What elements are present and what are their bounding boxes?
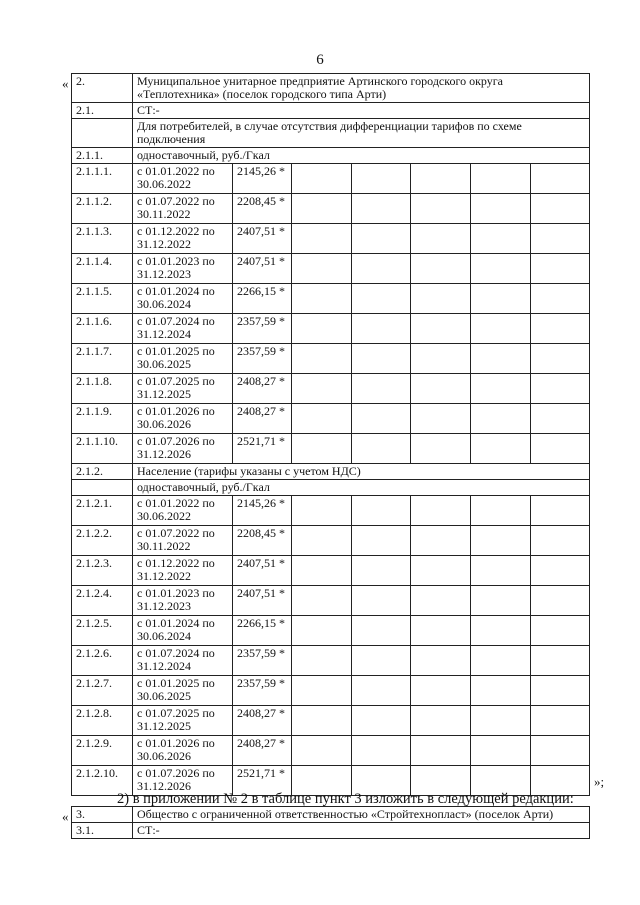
tariff-value: 2407,51 * <box>233 556 292 586</box>
empty-cell <box>352 314 411 344</box>
period: с 01.01.2025 по 30.06.2025 <box>133 676 233 706</box>
period: с 01.12.2022 по 31.12.2022 <box>133 556 233 586</box>
empty-cell <box>471 556 531 586</box>
row-num: 2.1.1.4. <box>72 254 133 284</box>
tariff-row <box>72 434 590 464</box>
empty-cell <box>471 344 531 374</box>
empty-cell <box>411 284 471 314</box>
empty-cell <box>531 344 590 374</box>
group-row <box>72 148 590 164</box>
sub-row <box>72 823 590 839</box>
header-num: 3. <box>72 807 133 823</box>
empty-cell <box>352 676 411 706</box>
empty-cell <box>411 404 471 434</box>
empty-cell <box>352 526 411 556</box>
period: с 01.01.2022 по 30.06.2022 <box>133 164 233 194</box>
organization-name: Муниципальное унитарное предприятие Артинского городского округа «Теплотехника» (поселок городского типа Арти) <box>133 74 590 103</box>
row-num: 2.1.2.7. <box>72 676 133 706</box>
tariff-row <box>72 404 590 434</box>
empty-cell <box>292 194 352 224</box>
empty-cell <box>531 706 590 736</box>
empty-cell <box>471 314 531 344</box>
empty-cell <box>411 224 471 254</box>
row-num: 2.1.1.10. <box>72 434 133 464</box>
period: с 01.07.2024 по 31.12.2024 <box>133 314 233 344</box>
empty-cell <box>352 224 411 254</box>
empty-cell <box>471 194 531 224</box>
empty-cell <box>292 526 352 556</box>
empty-cell <box>531 556 590 586</box>
empty-cell <box>352 646 411 676</box>
tariff-value: 2408,27 * <box>233 374 292 404</box>
period: с 01.01.2024 по 30.06.2024 <box>133 284 233 314</box>
empty-cell <box>411 254 471 284</box>
empty-cell <box>292 224 352 254</box>
tariff-row <box>72 314 590 344</box>
empty-cell <box>292 676 352 706</box>
tariff-value: 2208,45 * <box>233 526 292 556</box>
tariff-row <box>72 736 590 766</box>
tariff-row <box>72 616 590 646</box>
empty-cell <box>352 404 411 434</box>
empty-cell <box>411 616 471 646</box>
period: с 01.01.2025 по 30.06.2025 <box>133 344 233 374</box>
row-num: 2.1.2.3. <box>72 556 133 586</box>
empty-cell <box>411 706 471 736</box>
empty-cell <box>471 676 531 706</box>
sub-text: СТ:- <box>133 103 590 119</box>
empty-cell <box>471 616 531 646</box>
page-number: 6 <box>316 52 324 68</box>
empty-cell <box>352 374 411 404</box>
empty-cell <box>411 556 471 586</box>
amendment-instruction: 2) в приложении № 2 в таблице пункт 3 изложить в следующей редакции: <box>117 791 574 807</box>
tariff-value: 2521,71 * <box>233 766 292 796</box>
tariff-row <box>72 344 590 374</box>
period: с 01.07.2024 по 31.12.2024 <box>133 646 233 676</box>
tariff-value: 2408,27 * <box>233 736 292 766</box>
empty-cell <box>292 314 352 344</box>
empty-cell <box>411 526 471 556</box>
note-row <box>72 119 590 148</box>
empty-cell <box>531 676 590 706</box>
empty-cell <box>531 314 590 344</box>
sub-row <box>72 103 590 119</box>
empty-cell <box>531 164 590 194</box>
period: с 01.01.2022 по 30.06.2022 <box>133 496 233 526</box>
tariff-row <box>72 556 590 586</box>
tariff-value: 2357,59 * <box>233 646 292 676</box>
empty-cell <box>292 374 352 404</box>
tariff-row <box>72 706 590 736</box>
empty-cell <box>471 284 531 314</box>
period: с 01.12.2022 по 31.12.2022 <box>133 224 233 254</box>
empty-cell <box>292 556 352 586</box>
row-num: 2.1.2.8. <box>72 706 133 736</box>
empty-cell <box>72 480 133 496</box>
empty-cell <box>411 496 471 526</box>
sub-text: Население (тарифы указаны с учетом НДС) <box>133 464 590 480</box>
close-quote-mark: »; <box>594 774 605 789</box>
group-label: одноставочный, руб./Гкал <box>133 148 590 164</box>
period: с 01.01.2023 по 31.12.2023 <box>133 586 233 616</box>
tariff-value: 2408,27 * <box>233 706 292 736</box>
empty-cell <box>471 224 531 254</box>
row-num: 2.1.2.2. <box>72 526 133 556</box>
tariff-value: 2266,15 * <box>233 616 292 646</box>
empty-cell <box>531 404 590 434</box>
empty-cell <box>531 434 590 464</box>
row-num: 2.1.2.6. <box>72 646 133 676</box>
empty-cell <box>471 526 531 556</box>
empty-cell <box>471 404 531 434</box>
empty-cell <box>531 284 590 314</box>
tariff-row <box>72 194 590 224</box>
group-row <box>72 480 590 496</box>
empty-cell <box>72 119 133 148</box>
row-num: 2.1.1.5. <box>72 284 133 314</box>
row-num: 2.1.1.8. <box>72 374 133 404</box>
row-num: 2.1.1.7. <box>72 344 133 374</box>
sub-num: 2.1.2. <box>72 464 133 480</box>
empty-cell <box>531 194 590 224</box>
empty-cell <box>292 254 352 284</box>
empty-cell <box>352 254 411 284</box>
empty-cell <box>411 194 471 224</box>
sub-row <box>72 464 590 480</box>
empty-cell <box>411 736 471 766</box>
row-num: 2.1.2.9. <box>72 736 133 766</box>
tariff-value: 2521,71 * <box>233 434 292 464</box>
row-num: 2.1.2.1. <box>72 496 133 526</box>
empty-cell <box>352 284 411 314</box>
empty-cell <box>411 646 471 676</box>
period: с 01.01.2026 по 30.06.2026 <box>133 736 233 766</box>
tariff-row <box>72 284 590 314</box>
empty-cell <box>531 224 590 254</box>
empty-cell <box>352 344 411 374</box>
empty-cell <box>292 586 352 616</box>
empty-cell <box>411 676 471 706</box>
group-num: 2.1.1. <box>72 148 133 164</box>
empty-cell <box>531 586 590 616</box>
period: с 01.07.2025 по 31.12.2025 <box>133 374 233 404</box>
empty-cell <box>471 586 531 616</box>
empty-cell <box>471 646 531 676</box>
tariff-value: 2357,59 * <box>233 676 292 706</box>
empty-cell <box>531 374 590 404</box>
empty-cell <box>471 706 531 736</box>
period: с 01.07.2026 по 31.12.2026 <box>133 434 233 464</box>
tariff-value: 2266,15 * <box>233 284 292 314</box>
tariff-value: 2145,26 * <box>233 164 292 194</box>
empty-cell <box>352 496 411 526</box>
empty-cell <box>292 164 352 194</box>
row-num: 2.1.1.1. <box>72 164 133 194</box>
empty-cell <box>352 556 411 586</box>
row-num: 2.1.2.5. <box>72 616 133 646</box>
empty-cell <box>292 646 352 676</box>
tariff-row <box>72 254 590 284</box>
period: с 01.01.2023 по 31.12.2023 <box>133 254 233 284</box>
open-quote-mark: « <box>62 76 69 91</box>
period: с 01.07.2025 по 31.12.2025 <box>133 706 233 736</box>
empty-cell <box>292 344 352 374</box>
empty-cell <box>352 194 411 224</box>
empty-cell <box>352 586 411 616</box>
tariff-row <box>72 224 590 254</box>
tariff-row <box>72 526 590 556</box>
empty-cell <box>411 586 471 616</box>
header-row <box>72 74 590 103</box>
empty-cell <box>531 646 590 676</box>
period: с 01.07.2022 по 30.11.2022 <box>133 526 233 556</box>
row-num: 2.1.1.9. <box>72 404 133 434</box>
empty-cell <box>471 434 531 464</box>
empty-cell <box>411 374 471 404</box>
header-row <box>72 807 590 823</box>
tariff-row <box>72 374 590 404</box>
empty-cell <box>531 496 590 526</box>
organization-name: Общество с ограниченной ответственностью «Стройтехнопласт» (поселок Арти) <box>133 807 590 823</box>
empty-cell <box>292 434 352 464</box>
empty-cell <box>471 496 531 526</box>
tariff-value: 2407,51 * <box>233 254 292 284</box>
empty-cell <box>411 314 471 344</box>
empty-cell <box>531 616 590 646</box>
tariff-value: 2145,26 * <box>233 496 292 526</box>
tariff-value: 2407,51 * <box>233 224 292 254</box>
tariff-value: 2407,51 * <box>233 586 292 616</box>
period: с 01.07.2022 по 30.11.2022 <box>133 194 233 224</box>
empty-cell <box>471 164 531 194</box>
sub-num: 2.1. <box>72 103 133 119</box>
empty-cell <box>352 736 411 766</box>
empty-cell <box>471 736 531 766</box>
tariff-row <box>72 164 590 194</box>
empty-cell <box>352 434 411 464</box>
group-label: одноставочный, руб./Гкал <box>133 480 590 496</box>
tariff-row <box>72 496 590 526</box>
consumer-note: Для потребителей, в случае отсутствия дифференциации тарифов по схеме подключения <box>133 119 590 148</box>
empty-cell <box>352 616 411 646</box>
empty-cell <box>352 164 411 194</box>
period: с 01.01.2024 по 30.06.2024 <box>133 616 233 646</box>
empty-cell <box>531 254 590 284</box>
row-num: 2.1.1.3. <box>72 224 133 254</box>
row-num: 2.1.1.6. <box>72 314 133 344</box>
empty-cell <box>292 736 352 766</box>
period: с 01.01.2026 по 30.06.2026 <box>133 404 233 434</box>
empty-cell <box>411 344 471 374</box>
period: с 01.07.2026 по 31.12.2026 <box>133 766 233 796</box>
empty-cell <box>471 374 531 404</box>
empty-cell <box>411 164 471 194</box>
tariff-value: 2357,59 * <box>233 344 292 374</box>
empty-cell <box>292 404 352 434</box>
header-num: 2. <box>72 74 133 103</box>
empty-cell <box>292 616 352 646</box>
tariff-row <box>72 646 590 676</box>
row-num: 2.1.2.4. <box>72 586 133 616</box>
empty-cell <box>411 434 471 464</box>
empty-cell <box>292 284 352 314</box>
sub-num: 3.1. <box>72 823 133 839</box>
empty-cell <box>352 706 411 736</box>
row-num: 2.1.1.2. <box>72 194 133 224</box>
empty-cell <box>292 706 352 736</box>
sub-text: СТ:- <box>133 823 590 839</box>
tariff-value: 2208,45 * <box>233 194 292 224</box>
empty-cell <box>292 496 352 526</box>
row-num: 2.1.2.10. <box>72 766 133 796</box>
tariff-value: 2408,27 * <box>233 404 292 434</box>
empty-cell <box>471 254 531 284</box>
tariff-row <box>72 586 590 616</box>
open-quote-mark: « <box>62 809 69 824</box>
tariff-value: 2357,59 * <box>233 314 292 344</box>
tariff-row <box>72 676 590 706</box>
empty-cell <box>531 736 590 766</box>
tariff-table <box>71 73 590 796</box>
empty-cell <box>531 526 590 556</box>
section3-table <box>71 806 590 839</box>
